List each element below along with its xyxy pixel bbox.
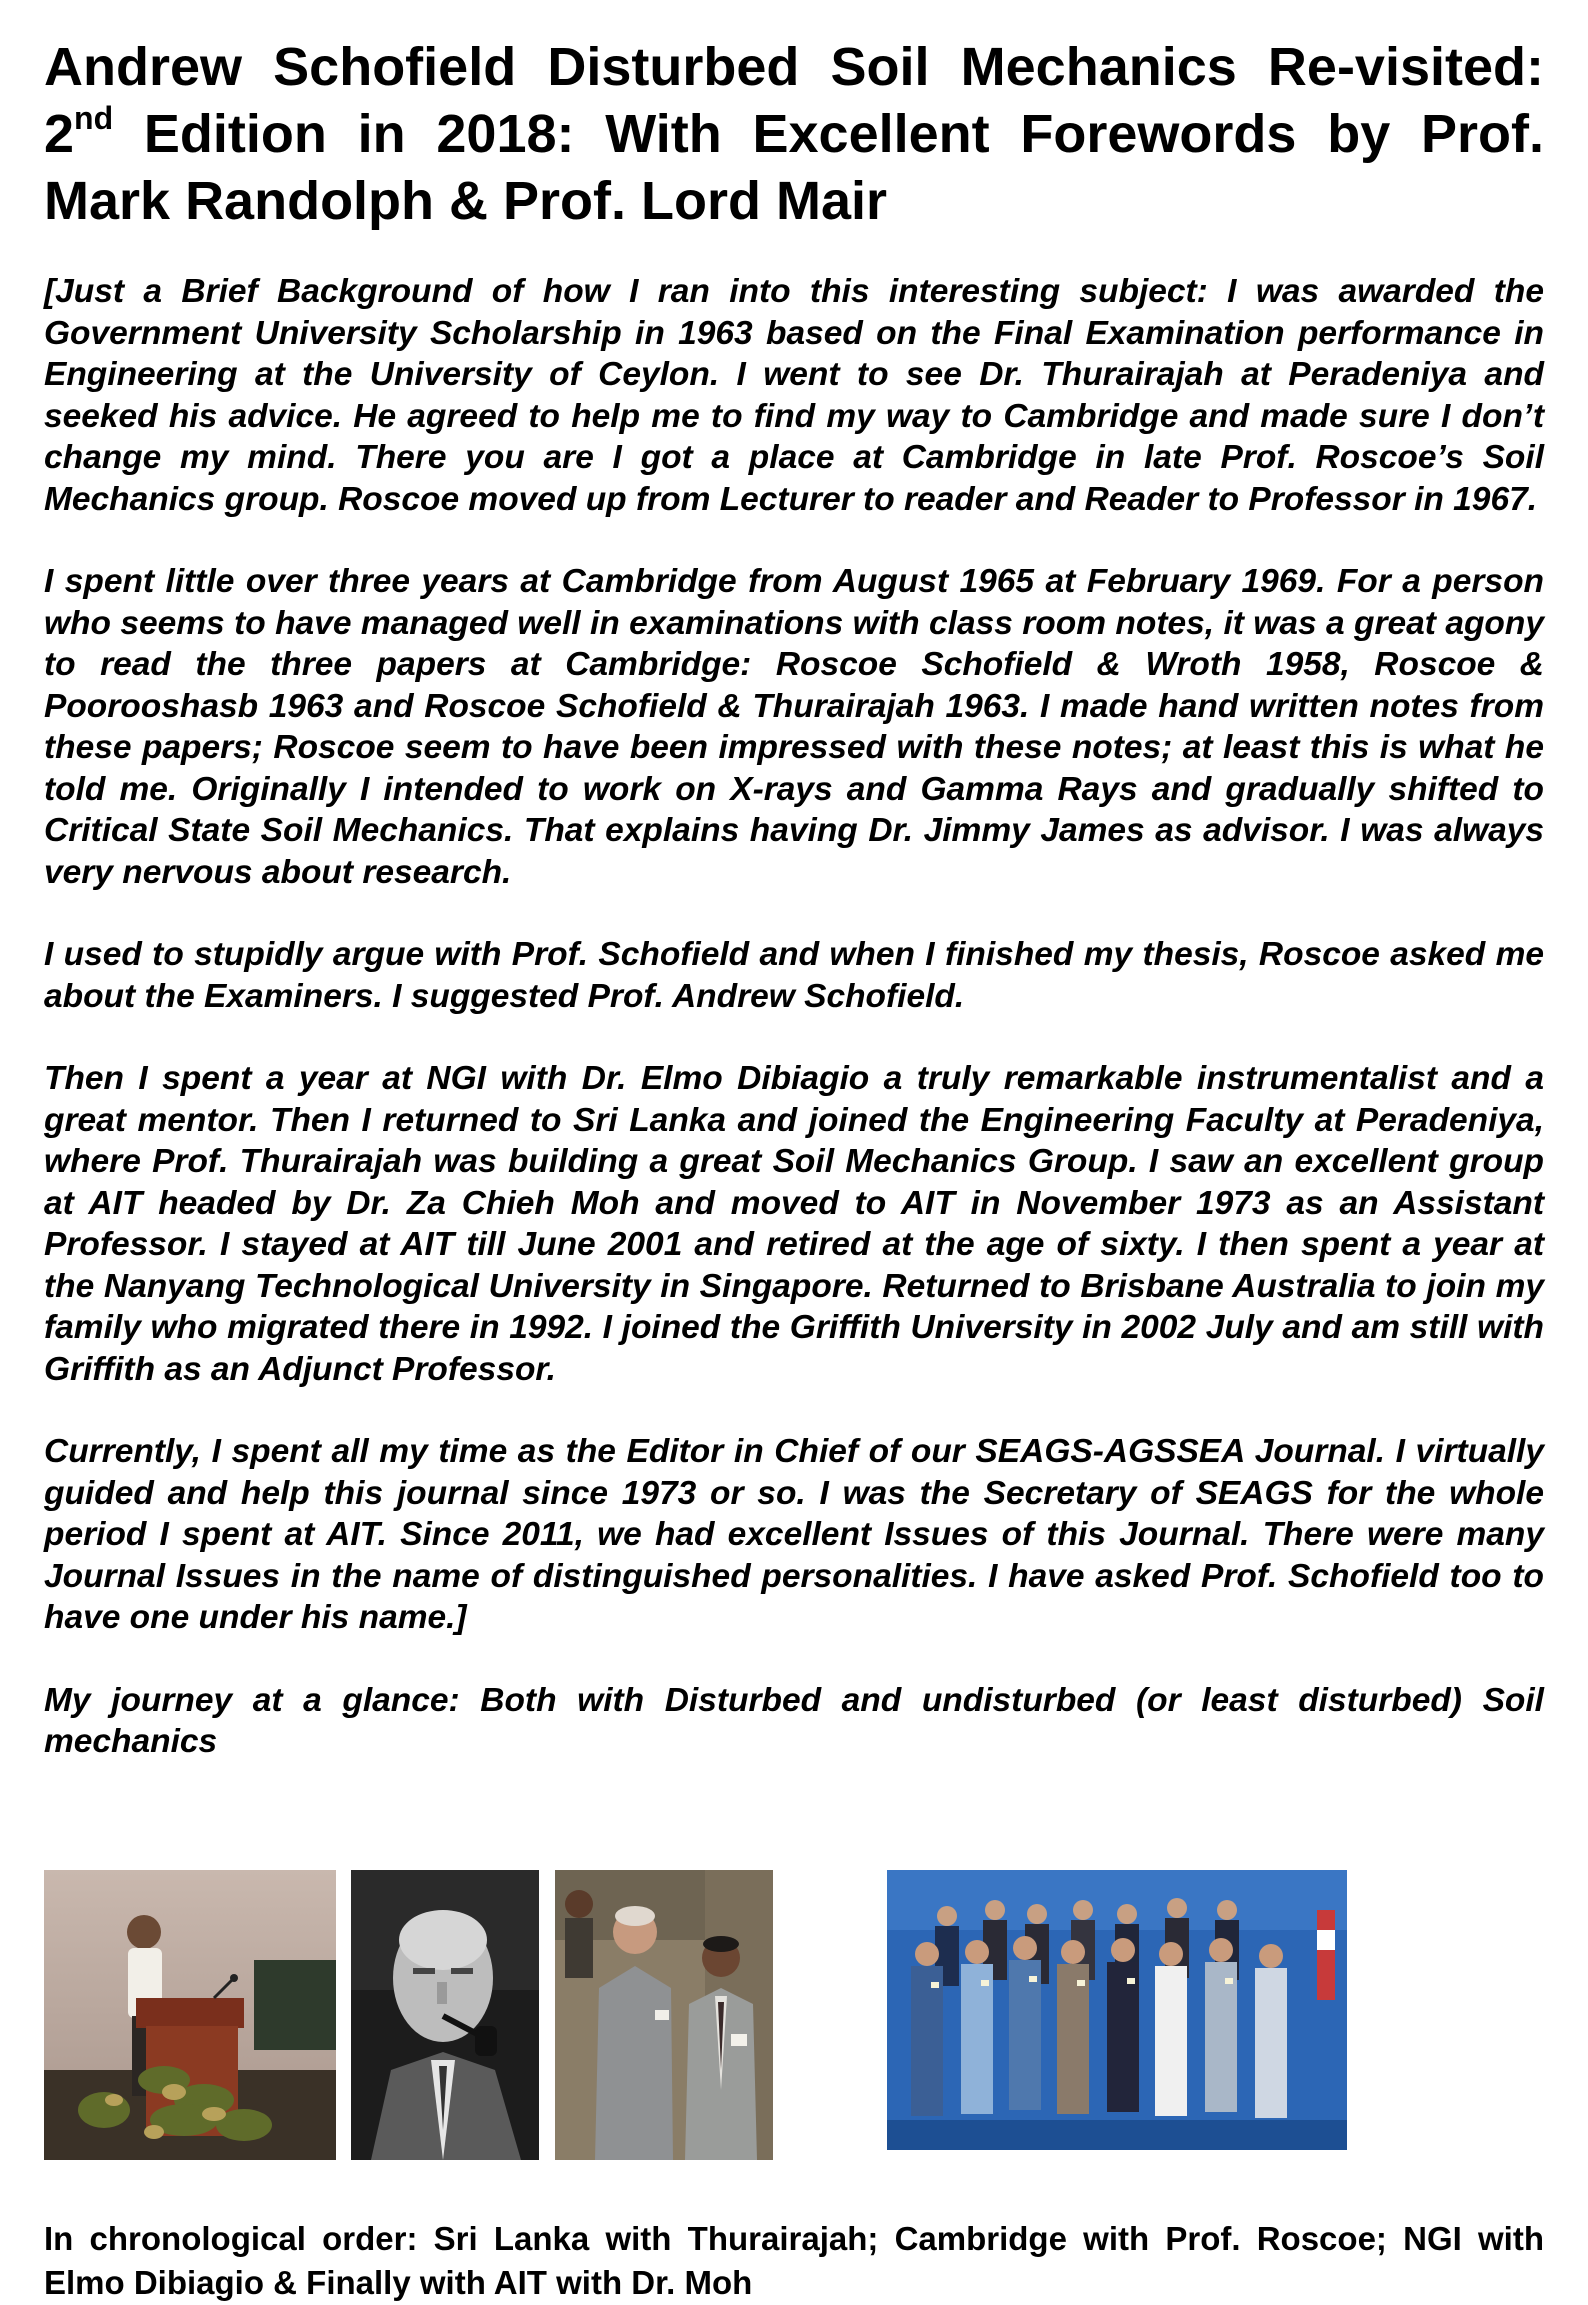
photo-ngi <box>555 1870 773 2160</box>
title-part-2: Edition in 2018: With Excellent Forewords by Prof. Mark Randolph & Prof. Lord Mair <box>44 104 1544 231</box>
two-men-photo-icon <box>555 1870 773 2160</box>
photo-sri-lanka <box>44 1870 336 2160</box>
paragraph-background: [Just a Brief Background of how I ran into this interesting subject: I was awarded the Government University Scholarship in 1963 based on the Final Examination performance in Engineering at the University of Ceylon. I went to see Dr. Thurairajah at Peradeniya and seeked his advice. He agreed to help me to find my way to Cambridge and made sure I don’t change my mind. There you are I got a place at Cambridge in late Prof. Roscoe’s Soil Mechanics group. Roscoe moved up from Lecturer to reader and Reader to Professor in 1967. <box>44 273 1544 518</box>
title-part-1: Andrew Schofield Disturbed Soil Mechanics Re-visited: 2 <box>44 37 1544 164</box>
photo-ait <box>887 1870 1347 2150</box>
lecture-podium-photo-icon <box>44 1870 336 2160</box>
group-photo-icon <box>887 1870 1347 2150</box>
portrait-with-pipe-photo-icon <box>351 1870 539 2160</box>
photo-caption: In chronological order: Sri Lanka with Thurairajah; Cambridge with Prof. Roscoe; NGI with Elmo Dibiagio & Finally with AIT with Dr. Moh <box>44 2220 1544 2301</box>
paragraph-career: Then I spent a year at NGI with Dr. Elmo Dibiagio a truly remarkable instrumentalist and a great mentor. Then I returned to Sri Lanka and joined the Engineering Faculty at Peradeniya, where Prof. Thurairajah was building a great Soil Mechanics Group. I saw an excellent group at AIT headed by Dr. Za Chieh Moh and moved to AIT in November 1973 as an Assistant Professor. I stayed at AIT till June 2001 and retired at the age of sixty. I then spent a year at the Nanyang Technological University in Singapore. Returned to Brisbane Australia to join my family who migrated there in 1992. I joined the Griffith University in 2002 July and am still with Griffith as an Adjunct Professor. <box>44 1060 1544 1388</box>
photo-strip <box>44 1870 1544 2160</box>
document-page <box>44 34 1544 2301</box>
article-title <box>44 34 1544 235</box>
title-superscript: nd <box>74 100 114 136</box>
paragraph-examiners: I used to stupidly argue with Prof. Schofield and when I finished my thesis, Roscoe asked me about the Examiners. I suggested Prof. Andrew Schofield. <box>44 936 1544 1015</box>
paragraph-cambridge: I spent little over three years at Cambridge from August 1965 at February 1969. For a person who seems to have managed well in examinations with class room notes, it was a great agony to read the three papers at Cambridge: Roscoe Schofield & Wroth 1958, Roscoe & Poorooshasb 1963 and Roscoe Schofield & Thurairajah 1963. I made hand written notes from these papers; Roscoe seem to have been impressed with these notes; at least this is what he told me. Originally I intended to work on X-rays and Gamma Rays and gradually shifted to Critical State Soil Mechanics. That explains having Dr. Jimmy James as advisor. I was always very nervous about research. <box>44 563 1544 891</box>
photo-cambridge <box>351 1870 539 2160</box>
paragraph-journal: Currently, I spent all my time as the Editor in Chief of our SEAGS-AGSSEA Journal. I virtually guided and help this journal since 1973 or so. I was the Secretary of SEAGS for the whole period I spent at AIT. Since 2011, we had excellent Issues of this Journal. There were many Journal Issues in the name of distinguished personalities. I have asked Prof. Schofield too to have one under his name.] <box>44 1433 1544 1636</box>
paragraph-journey: My journey at a glance: Both with Disturbed and undisturbed (or least disturbed) Soil mechanics <box>44 1681 1544 1760</box>
